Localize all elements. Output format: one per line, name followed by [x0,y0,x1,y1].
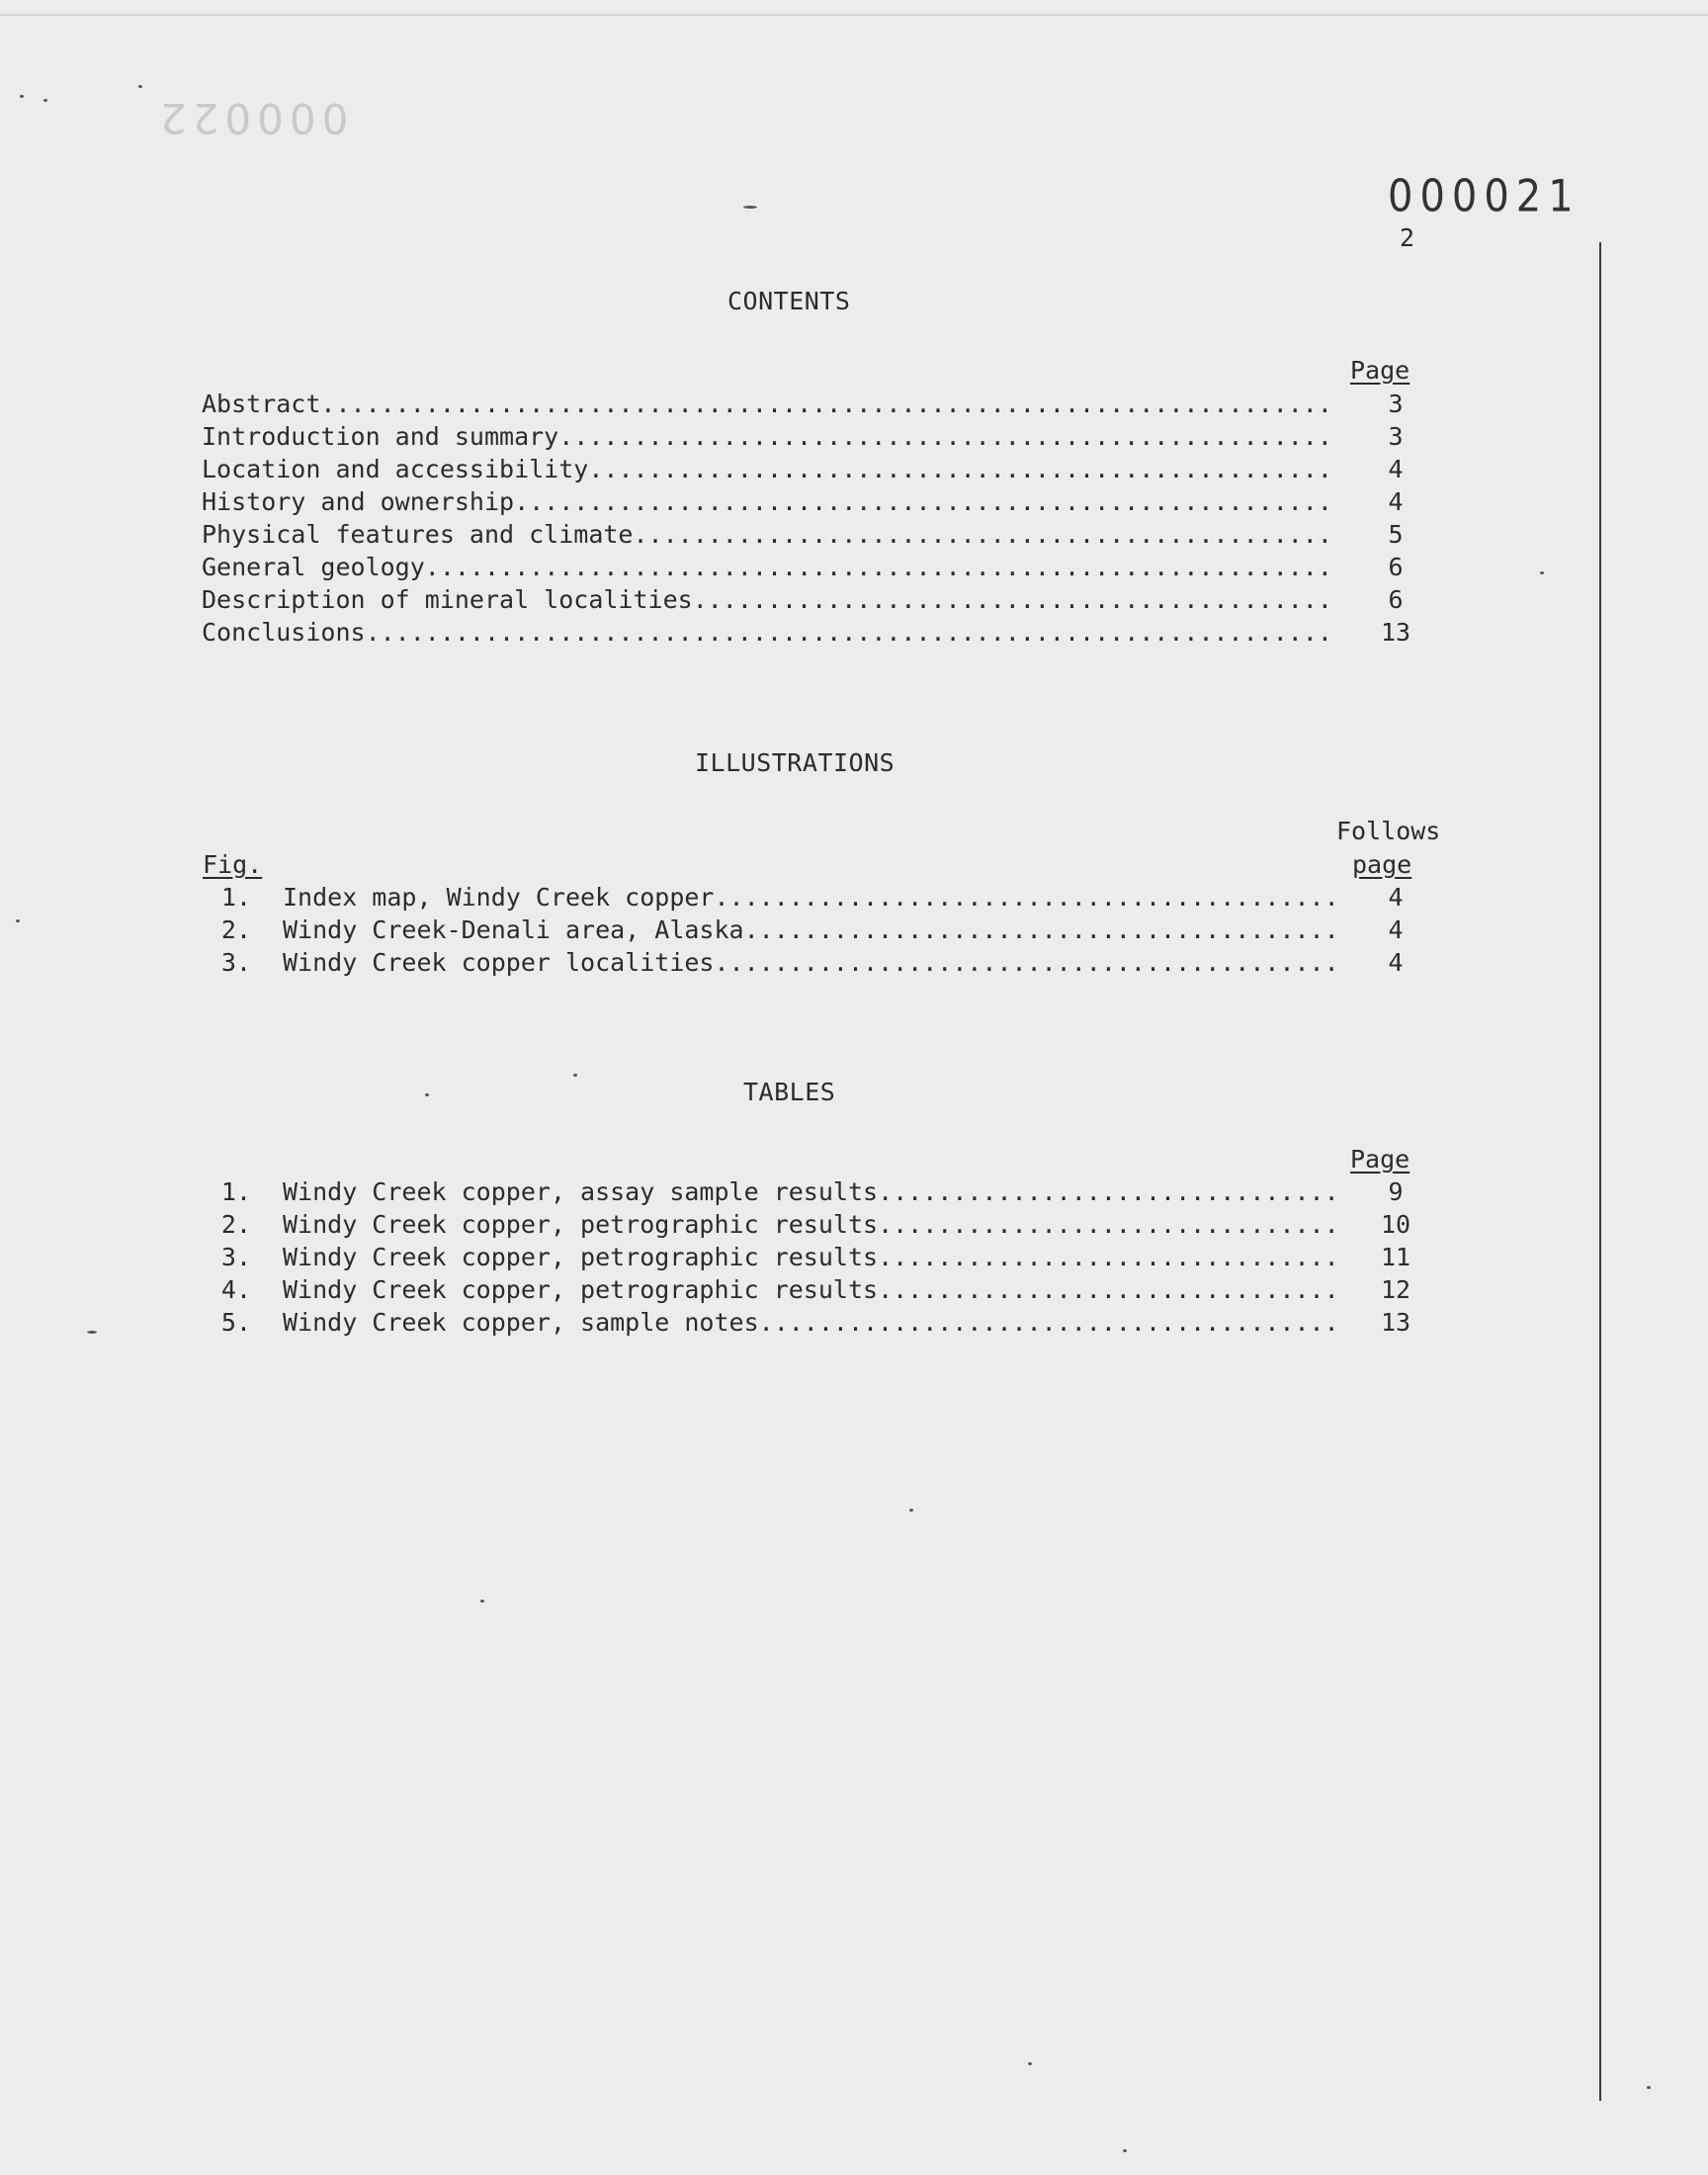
table-entry[interactable] [202,1175,1427,1208]
illustration-page: 4 [1388,883,1404,912]
contents-entry[interactable] [202,616,1427,649]
tables-heading: TABLES [743,1078,836,1106]
tables-list [202,1175,1427,1339]
scan-speck [480,1600,484,1603]
table-title: Windy Creek copper, petrographic results ..... [283,1273,1334,1306]
contents-list [202,388,1427,649]
contents-entry-title: Conclusions ..... [202,616,1334,649]
scan-speck [87,1331,97,1334]
illustration-number: 2. [220,915,251,944]
contents-entry[interactable] [202,388,1427,420]
table-entry[interactable] [202,1208,1427,1241]
contents-entry-title: Abstract ..... [202,388,1334,420]
table-number: 2. [220,1210,251,1239]
contents-entry-title: Description of mineral localities ..... [202,583,1334,616]
bleed-through-stamp: 000022 [154,94,349,142]
illustration-page: 4 [1388,915,1404,944]
scan-speck [743,206,757,209]
contents-entry-page: 3 [1388,390,1404,418]
table-number: 1. [220,1177,251,1206]
scan-speck [425,1093,429,1096]
illustration-title: Windy Creek-Denali area, Alaska ..... [283,914,1334,946]
table-page: 12 [1380,1275,1411,1304]
table-page: 9 [1388,1177,1404,1206]
illustration-page: 4 [1388,948,1404,977]
contents-entry[interactable] [202,485,1427,518]
contents-entry-page: 4 [1388,455,1404,483]
contents-entry-title: Physical features and climate ..... [202,518,1334,551]
table-title: Windy Creek copper, petrographic results ..... [283,1208,1334,1241]
table-title: Windy Creek copper, petrographic results ..... [283,1241,1334,1273]
scan-speck [909,1509,913,1512]
scan-speck [1540,571,1544,574]
illustration-entry[interactable] [202,881,1427,914]
illustrations-list [202,881,1427,979]
contents-entry[interactable] [202,518,1427,551]
contents-entry[interactable] [202,453,1427,485]
table-page: 13 [1380,1308,1411,1337]
contents-entry-title: General geology ..... [202,551,1334,583]
table-page: 11 [1380,1243,1411,1271]
contents-page-column-label: Page [1350,356,1410,385]
contents-entry-page: 6 [1388,585,1404,614]
illustration-title: Index map, Windy Creek copper ..... [283,881,1334,914]
table-number: 3. [220,1243,251,1271]
table-number: 5. [220,1308,251,1337]
scan-speck [573,1074,577,1077]
scan-speck [20,95,24,98]
tables-page-column-label: Page [1350,1145,1410,1174]
contents-entry-page: 3 [1388,422,1404,451]
table-title: Windy Creek copper, assay sample results ..... [283,1175,1334,1208]
illustrations-page-column-label-line2: page [1352,850,1412,879]
scan-speck [43,99,47,102]
table-entry[interactable] [202,1241,1427,1273]
scan-speck [16,919,20,922]
table-page: 10 [1380,1210,1411,1239]
contents-heading: CONTENTS [727,287,851,315]
contents-entry-page: 13 [1380,618,1411,647]
margin-rule [1599,242,1601,2101]
scan-speck [1028,2062,1032,2065]
figure-column-label: Fig. [203,850,263,879]
illustration-number: 3. [220,948,251,977]
contents-entry-title: Introduction and summary ..... [202,420,1334,453]
table-number: 4. [220,1275,251,1304]
scan-speck [138,85,142,88]
contents-entry[interactable] [202,420,1427,453]
contents-entry-title: History and ownership ..... [202,485,1334,518]
document-stamp-number: 000021 [1388,171,1580,222]
illustration-entry[interactable] [202,946,1427,979]
contents-entry-page: 4 [1388,487,1404,516]
page-number: 2 [1400,223,1415,252]
illustration-title: Windy Creek copper localities ..... [283,946,1334,979]
scan-speck [1647,2086,1651,2089]
contents-entry-title: Location and accessibility ..... [202,453,1334,485]
contents-entry[interactable] [202,551,1427,583]
table-entry[interactable] [202,1306,1427,1339]
illustration-number: 1. [220,883,251,912]
illustrations-page-column-label-line1: Follows [1336,817,1441,845]
table-entry[interactable] [202,1273,1427,1306]
scan-speck [1123,2149,1127,2152]
contents-entry-page: 5 [1388,520,1404,549]
contents-entry[interactable] [202,583,1427,616]
table-title: Windy Creek copper, sample notes ..... [283,1306,1334,1339]
contents-entry-page: 6 [1388,553,1404,581]
illustrations-heading: ILLUSTRATIONS [695,748,896,777]
illustration-entry[interactable] [202,914,1427,946]
